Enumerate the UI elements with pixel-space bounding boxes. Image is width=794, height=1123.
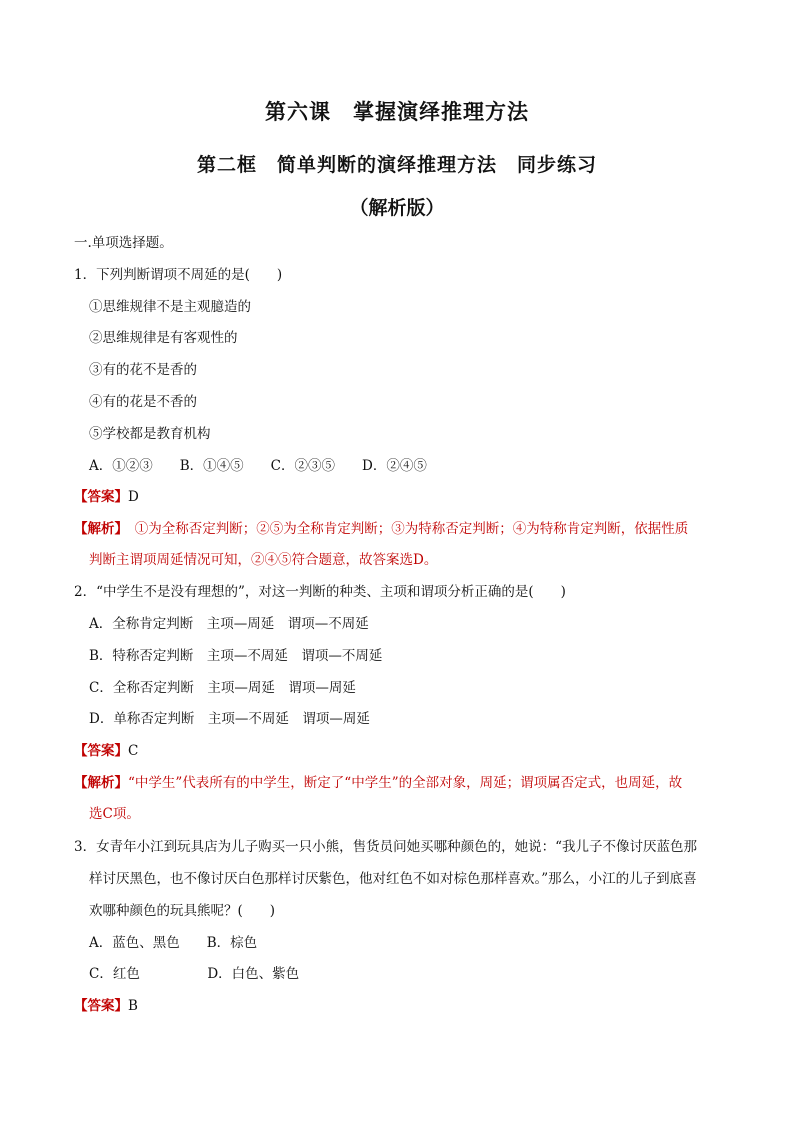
explanation-tag: 【解析】 — [74, 521, 122, 537]
answer-tag: 【答案】 — [74, 743, 128, 759]
section-heading: 一.单项选择题。 — [74, 235, 173, 251]
q1-item-2: ②思维规律是有客观性的 — [89, 330, 238, 346]
answer-value: C — [128, 743, 139, 759]
q2-option-b: B．特称否定判断 主项—不周延 谓项—不周延 — [89, 648, 383, 664]
q3-options-row-1: A．蓝色、黑色 B．棕色 — [89, 935, 258, 951]
q2-stem: 2．“中学生不是没有理想的”，对这一判断的种类、主项和谓项分析正确的是( ) — [74, 584, 566, 600]
q2-option-d: D．单称否定判断 主项—不周延 谓项—周延 — [89, 711, 370, 727]
q3-answer — [74, 997, 138, 1015]
q3-stem-line-2: 样讨厌黑色，也不像讨厌白色那样讨厌紫色，他对红色不如对棕色那样喜欢。”那么，小江的儿子到底喜 — [89, 871, 697, 887]
q1-item-4: ④有的花是不香的 — [89, 394, 197, 410]
edition-label: （解析版） — [349, 197, 445, 219]
q1-explanation-cont: 判断主谓项周延情况可知，②④⑤符合题意，故答案选D。 — [89, 552, 438, 568]
q2-explanation-cont: 选C项。 — [89, 806, 140, 822]
page-subtitle: 第二框 简单判断的演绎推理方法 同步练习 — [196, 154, 597, 176]
page-title: 第六课 掌握演绎推理方法 — [265, 99, 529, 124]
q3-options-row-2: C．红色 D．白色、紫色 — [89, 966, 300, 982]
q1-answer — [74, 488, 139, 506]
answer-tag: 【答案】 — [74, 489, 128, 505]
q3-stem-line-3: 欢哪种颜色的玩具熊呢？( ) — [89, 903, 276, 919]
explanation-text: “中学生”代表所有的中学生，断定了“中学生”的全部对象，周延；谓项属否定式，也周延，故 — [128, 775, 683, 791]
q2-explanation — [74, 774, 682, 792]
answer-value: D — [128, 489, 139, 505]
q2-answer — [74, 742, 138, 760]
answer-tag: 【答案】 — [74, 998, 128, 1014]
q1-explanation — [74, 520, 688, 538]
q1-options: A．①②③ B．①④⑤ C．②③⑤ D．②④⑤ — [89, 458, 427, 474]
q1-stem: 1．下列判断谓项不周延的是( ) — [74, 267, 283, 283]
q2-option-c: C．全称否定判断 主项—周延 谓项—周延 — [89, 680, 356, 696]
answer-value: B — [128, 998, 138, 1014]
q1-item-3: ③有的花不是香的 — [89, 362, 197, 378]
q1-item-5: ⑤学校都是教育机构 — [89, 426, 211, 442]
q1-item-1: ①思维规律不是主观臆造的 — [89, 299, 251, 315]
q3-stem-line-1: 3．女青年小江到玩具店为儿子购买一只小熊，售货员问她买哪种颜色的，她说：“我儿子不像讨厌蓝色那 — [74, 839, 697, 855]
q2-option-a: A．全称肯定判断 主项—周延 谓项—不周延 — [89, 616, 369, 632]
explanation-tag: 【解析】 — [74, 775, 128, 791]
explanation-text: ①为全称否定判断；②⑤为全称肯定判断；③为特称否定判断；④为特称肯定判断，依据性质 — [121, 521, 689, 537]
